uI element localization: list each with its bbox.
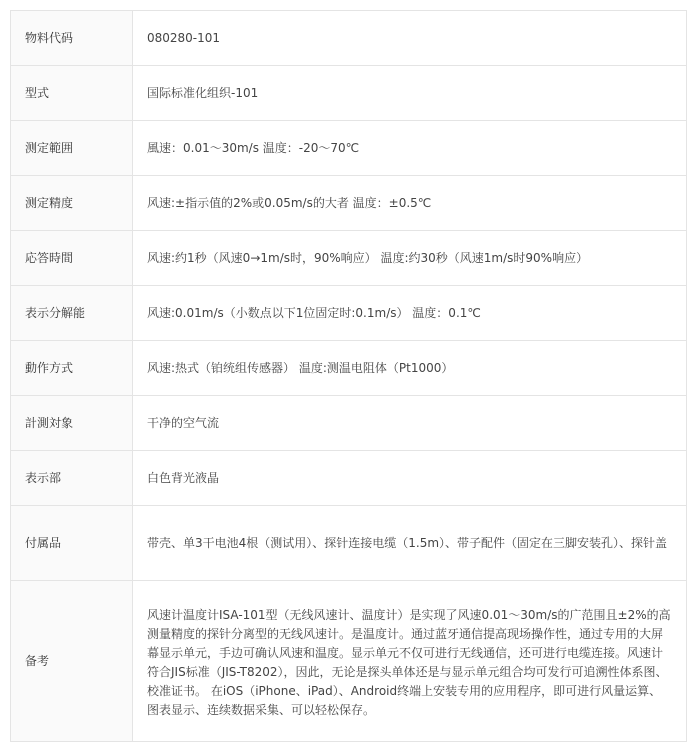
spec-table [10,10,687,742]
table-row-accessories [11,506,687,581]
table-row-display [11,451,687,506]
table-row-response-time [11,231,687,286]
table-row-measure-accuracy [11,176,687,231]
row-value: 国际标准化组织-101 [133,66,687,121]
row-label: 応答時間 [11,231,133,286]
row-label: 备考 [11,581,133,742]
table-row-model [11,66,687,121]
row-label: 型式 [11,66,133,121]
row-label: 表示部 [11,451,133,506]
row-value: 干净的空气流 [133,396,687,451]
row-label: 付属品 [11,506,133,581]
row-value: 风速:0.01m/s（小数点以下1位固定时:0.1m/s） 温度：0.1℃ [133,286,687,341]
table-row-operation-method [11,341,687,396]
table-row-measure-target [11,396,687,451]
table-row-material-code [11,11,687,66]
row-label: 测定精度 [11,176,133,231]
row-value: 带壳、单3干电池4根（测试用）、探针连接电缆（1.5m）、带子配件（固定在三脚安装孔）、探针盖 [133,506,687,581]
row-value: 風速：0.01～30m/s 温度：-20～70℃ [133,121,687,176]
row-label: 物料代码 [11,11,133,66]
row-label: 表示分解能 [11,286,133,341]
row-value: 风速:热式（铂统组传感器） 温度:测温电阻体（Pt1000） [133,341,687,396]
table-row-resolution [11,286,687,341]
table-row-remarks [11,581,687,742]
table-row-measure-range [11,121,687,176]
row-value: 风速计温度计ISA-101型（无线风速计、温度计）是实现了风速0.01～30m/s的广范围且±2%的高测量精度的探针分离型的无线风速计。是温度计。通过蓝牙通信提高现场操作性，通过专用的大屏幕显示单元，手边可确认风速和温度。显示单元不仅可进行无线通信，还可进行电缆连接。风速计符合JIS标准（JIS-T8202），因此，无论是探头单体还是与显示单元组合均可发行可追溯性体系图、校准证书。 在iOS（iPhone、iPad）、Android终端上安装专用的应用程序，即可进行风量运算、图表显示、连续数据采集、可以轻松保存。 [133,581,687,742]
row-label: 計測対象 [11,396,133,451]
row-value: 白色背光液晶 [133,451,687,506]
row-value: 风速:±指示值的2%或0.05m/s的大者 温度：±0.5℃ [133,176,687,231]
row-value: 风速:约1秒（风速0→1m/s时，90%响应） 温度:约30秒（风速1m/s时90%响应） [133,231,687,286]
row-value: 080280-101 [133,11,687,66]
row-label: 测定範囲 [11,121,133,176]
row-label: 動作方式 [11,341,133,396]
